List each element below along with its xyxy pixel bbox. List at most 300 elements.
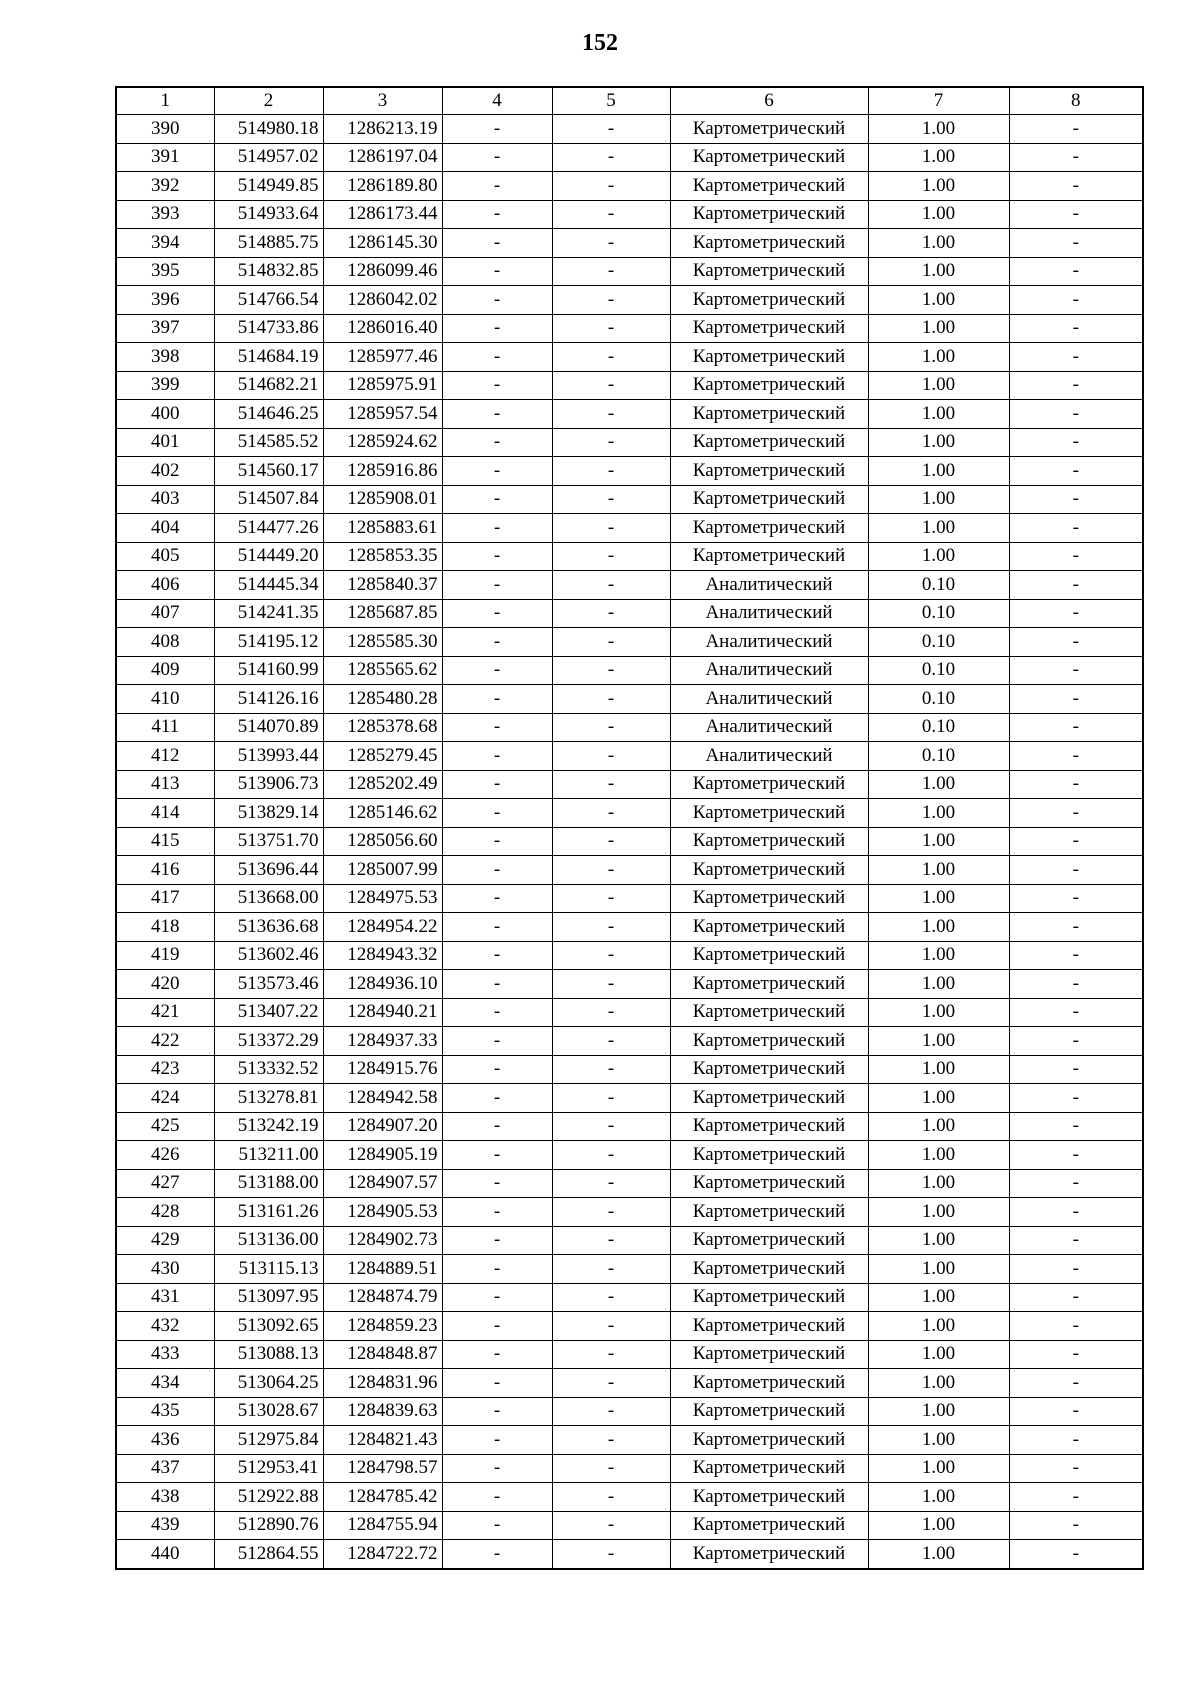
table-cell-col-5: - (552, 599, 670, 628)
table-cell-col-1: 428 (116, 1198, 214, 1227)
table-cell-col-3: 1285480.28 (323, 685, 442, 714)
table-cell-col-2: 514477.26 (214, 514, 323, 543)
table-cell-col-7: 1.00 (868, 856, 1009, 885)
table-cell-col-7: 0.10 (868, 742, 1009, 771)
table-cell-col-1: 433 (116, 1340, 214, 1369)
table-cell-col-1: 434 (116, 1369, 214, 1398)
table-cell-col-1: 424 (116, 1084, 214, 1113)
table-cell-col-4: - (442, 1283, 552, 1312)
table-cell-col-2: 514160.99 (214, 656, 323, 685)
table-row (116, 457, 1143, 486)
table-cell-col-3: 1286099.46 (323, 257, 442, 286)
table-cell-col-3: 1284940.21 (323, 998, 442, 1027)
table-cell-col-1: 422 (116, 1027, 214, 1056)
table-cell-col-6: Картометрический (670, 371, 868, 400)
table-row (116, 1511, 1143, 1540)
table-cell-col-2: 514682.21 (214, 371, 323, 400)
table-cell-col-8: - (1009, 913, 1143, 942)
table-cell-col-6: Картометрический (670, 1255, 868, 1284)
table-cell-col-5: - (552, 913, 670, 942)
table-cell-col-5: - (552, 143, 670, 172)
table-cell-col-4: - (442, 1141, 552, 1170)
table-cell-col-2: 513188.00 (214, 1169, 323, 1198)
table-cell-col-4: - (442, 1397, 552, 1426)
table-cell-col-8: - (1009, 628, 1143, 657)
table-cell-col-8: - (1009, 998, 1143, 1027)
table-cell-col-3: 1285279.45 (323, 742, 442, 771)
table-cell-col-7: 1.00 (868, 143, 1009, 172)
table-cell-col-2: 513161.26 (214, 1198, 323, 1227)
table-cell-col-8: - (1009, 200, 1143, 229)
table-cell-col-6: Картометрический (670, 257, 868, 286)
table-cell-col-3: 1285056.60 (323, 827, 442, 856)
table-cell-col-6: Картометрический (670, 115, 868, 144)
table-cell-col-2: 512922.88 (214, 1483, 323, 1512)
table-cell-col-5: - (552, 827, 670, 856)
column-header-2: 2 (214, 87, 323, 115)
table-row (116, 799, 1143, 828)
table-cell-col-5: - (552, 1340, 670, 1369)
table-row (116, 1084, 1143, 1113)
table-cell-col-2: 514933.64 (214, 200, 323, 229)
table-cell-col-1: 405 (116, 542, 214, 571)
table-cell-col-4: - (442, 115, 552, 144)
table-cell-col-7: 1.00 (868, 1483, 1009, 1512)
table-cell-col-2: 514949.85 (214, 172, 323, 201)
table-cell-col-1: 390 (116, 115, 214, 144)
table-cell-col-2: 513092.65 (214, 1312, 323, 1341)
table-cell-col-2: 513097.95 (214, 1283, 323, 1312)
table-cell-col-4: - (442, 485, 552, 514)
table-cell-col-7: 1.00 (868, 1454, 1009, 1483)
table-cell-col-8: - (1009, 257, 1143, 286)
table-cell-col-7: 1.00 (868, 371, 1009, 400)
table-cell-col-7: 1.00 (868, 1340, 1009, 1369)
table-cell-col-8: - (1009, 229, 1143, 258)
table-cell-col-4: - (442, 827, 552, 856)
table-cell-col-2: 514241.35 (214, 599, 323, 628)
table-row (116, 1255, 1143, 1284)
table-cell-col-2: 514449.20 (214, 542, 323, 571)
table-cell-col-7: 1.00 (868, 343, 1009, 372)
table-cell-col-3: 1284907.57 (323, 1169, 442, 1198)
table-cell-col-8: - (1009, 742, 1143, 771)
table-cell-col-8: - (1009, 884, 1143, 913)
table-cell-col-4: - (442, 1511, 552, 1540)
table-cell-col-1: 426 (116, 1141, 214, 1170)
table-cell-col-1: 393 (116, 200, 214, 229)
table-cell-col-3: 1284755.94 (323, 1511, 442, 1540)
table-cell-col-7: 1.00 (868, 400, 1009, 429)
table-cell-col-6: Картометрический (670, 1226, 868, 1255)
table-cell-col-4: - (442, 343, 552, 372)
table-cell-col-6: Картометрический (670, 200, 868, 229)
table-cell-col-1: 404 (116, 514, 214, 543)
table-cell-col-1: 409 (116, 656, 214, 685)
table-cell-col-3: 1284859.23 (323, 1312, 442, 1341)
table-cell-col-3: 1285977.46 (323, 343, 442, 372)
table-cell-col-3: 1284798.57 (323, 1454, 442, 1483)
table-cell-col-7: 1.00 (868, 1169, 1009, 1198)
table-cell-col-5: - (552, 229, 670, 258)
table-cell-col-2: 512975.84 (214, 1426, 323, 1455)
table-cell-col-3: 1284905.53 (323, 1198, 442, 1227)
table-cell-col-3: 1284722.72 (323, 1540, 442, 1569)
table-cell-col-7: 1.00 (868, 457, 1009, 486)
table-cell-col-3: 1284905.19 (323, 1141, 442, 1170)
table-cell-col-7: 1.00 (868, 1084, 1009, 1113)
table-cell-col-5: - (552, 1397, 670, 1426)
table-cell-col-7: 1.00 (868, 314, 1009, 343)
table-cell-col-6: Картометрический (670, 229, 868, 258)
table-row (116, 856, 1143, 885)
table-cell-col-8: - (1009, 571, 1143, 600)
table-cell-col-3: 1285924.62 (323, 428, 442, 457)
table-cell-col-1: 431 (116, 1283, 214, 1312)
table-cell-col-3: 1284848.87 (323, 1340, 442, 1369)
table-cell-col-8: - (1009, 1027, 1143, 1056)
table-cell-col-5: - (552, 428, 670, 457)
table-cell-col-3: 1284889.51 (323, 1255, 442, 1284)
table-row (116, 1397, 1143, 1426)
table-cell-col-6: Картометрический (670, 172, 868, 201)
table-cell-col-5: - (552, 799, 670, 828)
table-cell-col-6: Аналитический (670, 571, 868, 600)
table-cell-col-2: 512890.76 (214, 1511, 323, 1540)
table-cell-col-5: - (552, 1255, 670, 1284)
table-cell-col-4: - (442, 314, 552, 343)
table-cell-col-1: 440 (116, 1540, 214, 1569)
table-cell-col-8: - (1009, 685, 1143, 714)
table-row (116, 1426, 1143, 1455)
table-cell-col-2: 514070.89 (214, 713, 323, 742)
table-cell-col-6: Картометрический (670, 1312, 868, 1341)
table-cell-col-3: 1284937.33 (323, 1027, 442, 1056)
table-row (116, 371, 1143, 400)
table-row (116, 884, 1143, 913)
table-cell-col-7: 1.00 (868, 1027, 1009, 1056)
table-cell-col-2: 513573.46 (214, 970, 323, 999)
table-cell-col-5: - (552, 884, 670, 913)
table-cell-col-5: - (552, 1511, 670, 1540)
table-cell-col-4: - (442, 799, 552, 828)
table-cell-col-4: - (442, 1198, 552, 1227)
table-cell-col-3: 1286213.19 (323, 115, 442, 144)
table-cell-col-6: Картометрический (670, 913, 868, 942)
table-cell-col-2: 513668.00 (214, 884, 323, 913)
table-cell-col-7: 1.00 (868, 884, 1009, 913)
table-cell-col-5: - (552, 172, 670, 201)
table-cell-col-4: - (442, 713, 552, 742)
table-row (116, 1112, 1143, 1141)
table-cell-col-6: Картометрический (670, 428, 868, 457)
table-row (116, 1540, 1143, 1569)
table-cell-col-8: - (1009, 1483, 1143, 1512)
table-row (116, 1198, 1143, 1227)
table-cell-col-8: - (1009, 1283, 1143, 1312)
table-cell-col-2: 513242.19 (214, 1112, 323, 1141)
table-cell-col-6: Картометрический (670, 970, 868, 999)
table-cell-col-6: Картометрический (670, 542, 868, 571)
table-cell-col-7: 0.10 (868, 628, 1009, 657)
table-cell-col-8: - (1009, 400, 1143, 429)
table-row (116, 685, 1143, 714)
table-row (116, 400, 1143, 429)
table-row (116, 172, 1143, 201)
table-cell-col-6: Картометрический (670, 457, 868, 486)
table-cell-col-4: - (442, 571, 552, 600)
table-cell-col-4: - (442, 1112, 552, 1141)
table-cell-col-6: Картометрический (670, 485, 868, 514)
table-cell-col-3: 1285378.68 (323, 713, 442, 742)
table-cell-col-7: 1.00 (868, 827, 1009, 856)
table-cell-col-8: - (1009, 1055, 1143, 1084)
table-cell-col-7: 0.10 (868, 656, 1009, 685)
table-cell-col-2: 512864.55 (214, 1540, 323, 1569)
table-cell-col-4: - (442, 1027, 552, 1056)
table-cell-col-2: 514126.16 (214, 685, 323, 714)
table-cell-col-1: 423 (116, 1055, 214, 1084)
table-cell-col-3: 1285957.54 (323, 400, 442, 429)
table-cell-col-5: - (552, 713, 670, 742)
table-cell-col-6: Картометрический (670, 941, 868, 970)
table-cell-col-1: 427 (116, 1169, 214, 1198)
table-cell-col-8: - (1009, 1511, 1143, 1540)
table-cell-col-1: 417 (116, 884, 214, 913)
table-cell-col-3: 1285007.99 (323, 856, 442, 885)
table-cell-col-5: - (552, 115, 670, 144)
table-cell-col-3: 1285916.86 (323, 457, 442, 486)
table-cell-col-4: - (442, 1340, 552, 1369)
table-cell-col-2: 513602.46 (214, 941, 323, 970)
table-cell-col-4: - (442, 457, 552, 486)
table-cell-col-3: 1284907.20 (323, 1112, 442, 1141)
table-cell-col-8: - (1009, 713, 1143, 742)
table-cell-col-3: 1284954.22 (323, 913, 442, 942)
table-cell-col-2: 514684.19 (214, 343, 323, 372)
table-cell-col-6: Картометрический (670, 856, 868, 885)
table-cell-col-5: - (552, 1312, 670, 1341)
table-cell-col-6: Картометрический (670, 1141, 868, 1170)
table-cell-col-3: 1285146.62 (323, 799, 442, 828)
table-cell-col-1: 438 (116, 1483, 214, 1512)
table-cell-col-3: 1286189.80 (323, 172, 442, 201)
table-cell-col-8: - (1009, 457, 1143, 486)
table-cell-col-3: 1285202.49 (323, 770, 442, 799)
table-cell-col-5: - (552, 970, 670, 999)
table-cell-col-8: - (1009, 1426, 1143, 1455)
table-row (116, 1340, 1143, 1369)
table-cell-col-1: 391 (116, 143, 214, 172)
table-cell-col-6: Картометрический (670, 1283, 868, 1312)
table-cell-col-5: - (552, 1112, 670, 1141)
table-cell-col-5: - (552, 1483, 670, 1512)
table-cell-col-4: - (442, 428, 552, 457)
table-cell-col-7: 1.00 (868, 1226, 1009, 1255)
table-cell-col-4: - (442, 229, 552, 258)
table-cell-col-4: - (442, 770, 552, 799)
table-cell-col-8: - (1009, 1198, 1143, 1227)
table-cell-col-4: - (442, 200, 552, 229)
table-cell-col-6: Картометрический (670, 1426, 868, 1455)
table-cell-col-1: 430 (116, 1255, 214, 1284)
column-header-5: 5 (552, 87, 670, 115)
table-cell-col-8: - (1009, 1255, 1143, 1284)
table-cell-col-3: 1284902.73 (323, 1226, 442, 1255)
table-cell-col-4: - (442, 1055, 552, 1084)
table-cell-col-2: 513636.68 (214, 913, 323, 942)
table-cell-col-1: 406 (116, 571, 214, 600)
table-row (116, 742, 1143, 771)
table-cell-col-1: 419 (116, 941, 214, 970)
table-cell-col-3: 1284874.79 (323, 1283, 442, 1312)
table-cell-col-7: 1.00 (868, 115, 1009, 144)
table-cell-col-5: - (552, 200, 670, 229)
table-cell-col-8: - (1009, 1340, 1143, 1369)
table-cell-col-5: - (552, 742, 670, 771)
table-cell-col-4: - (442, 143, 552, 172)
table-row (116, 770, 1143, 799)
column-header-1: 1 (116, 87, 214, 115)
table-cell-col-1: 399 (116, 371, 214, 400)
table-cell-col-2: 514445.34 (214, 571, 323, 600)
table-cell-col-1: 407 (116, 599, 214, 628)
table-cell-col-3: 1284821.43 (323, 1426, 442, 1455)
table-row (116, 571, 1143, 600)
table-row (116, 1369, 1143, 1398)
table-cell-col-2: 513028.67 (214, 1397, 323, 1426)
table-cell-col-6: Картометрический (670, 884, 868, 913)
table-cell-col-1: 401 (116, 428, 214, 457)
table-cell-col-2: 513278.81 (214, 1084, 323, 1113)
table-cell-col-4: - (442, 913, 552, 942)
table-cell-col-1: 421 (116, 998, 214, 1027)
table-cell-col-1: 435 (116, 1397, 214, 1426)
table-cell-col-7: 1.00 (868, 1540, 1009, 1569)
table-cell-col-4: - (442, 514, 552, 543)
table-cell-col-4: - (442, 1169, 552, 1198)
table-cell-col-2: 514766.54 (214, 286, 323, 315)
table-cell-col-6: Картометрический (670, 1027, 868, 1056)
table-cell-col-1: 416 (116, 856, 214, 885)
table-cell-col-5: - (552, 1084, 670, 1113)
table-cell-col-4: - (442, 998, 552, 1027)
table-cell-col-3: 1284915.76 (323, 1055, 442, 1084)
table-cell-col-8: - (1009, 1312, 1143, 1341)
table-cell-col-6: Картометрический (670, 1112, 868, 1141)
table-cell-col-4: - (442, 856, 552, 885)
table-cell-col-6: Аналитический (670, 742, 868, 771)
table-cell-col-1: 397 (116, 314, 214, 343)
table-cell-col-6: Картометрический (670, 827, 868, 856)
table-row (116, 1169, 1143, 1198)
table-cell-col-6: Аналитический (670, 685, 868, 714)
table-cell-col-3: 1285908.01 (323, 485, 442, 514)
table-cell-col-5: - (552, 1169, 670, 1198)
table-row (116, 1055, 1143, 1084)
table-cell-col-3: 1284936.10 (323, 970, 442, 999)
table-cell-col-8: - (1009, 970, 1143, 999)
table-cell-col-5: - (552, 571, 670, 600)
table-cell-col-6: Картометрический (670, 1084, 868, 1113)
table-cell-col-5: - (552, 1226, 670, 1255)
table-cell-col-2: 514980.18 (214, 115, 323, 144)
table-cell-col-4: - (442, 1369, 552, 1398)
table-cell-col-7: 1.00 (868, 998, 1009, 1027)
table-cell-col-2: 514585.52 (214, 428, 323, 457)
table-row (116, 542, 1143, 571)
table-cell-col-2: 513751.70 (214, 827, 323, 856)
table-cell-col-2: 513332.52 (214, 1055, 323, 1084)
table-cell-col-1: 425 (116, 1112, 214, 1141)
table-cell-col-1: 414 (116, 799, 214, 828)
table-cell-col-8: - (1009, 827, 1143, 856)
table-cell-col-8: - (1009, 1169, 1143, 1198)
table-cell-col-4: - (442, 1255, 552, 1284)
table-row (116, 514, 1143, 543)
table-cell-col-3: 1285585.30 (323, 628, 442, 657)
table-cell-col-3: 1285883.61 (323, 514, 442, 543)
table-cell-col-4: - (442, 1454, 552, 1483)
column-header-8: 8 (1009, 87, 1143, 115)
table-cell-col-7: 1.00 (868, 1283, 1009, 1312)
table-cell-col-7: 1.00 (868, 1055, 1009, 1084)
table-cell-col-7: 1.00 (868, 514, 1009, 543)
table-cell-col-2: 513115.13 (214, 1255, 323, 1284)
table-cell-col-4: - (442, 371, 552, 400)
table-cell-col-6: Картометрический (670, 1511, 868, 1540)
table-row (116, 1283, 1143, 1312)
table-cell-col-5: - (552, 1426, 670, 1455)
table-cell-col-4: - (442, 1426, 552, 1455)
table-cell-col-8: - (1009, 286, 1143, 315)
table-cell-col-7: 0.10 (868, 685, 1009, 714)
table-cell-col-8: - (1009, 599, 1143, 628)
table-cell-col-2: 513906.73 (214, 770, 323, 799)
table-cell-col-1: 398 (116, 343, 214, 372)
table-cell-col-6: Аналитический (670, 628, 868, 657)
table-cell-col-7: 1.00 (868, 428, 1009, 457)
table-cell-col-3: 1286173.44 (323, 200, 442, 229)
table-cell-col-2: 514646.25 (214, 400, 323, 429)
table-row (116, 998, 1143, 1027)
table-cell-col-5: - (552, 286, 670, 315)
table-cell-col-6: Картометрический (670, 1483, 868, 1512)
table-cell-col-7: 1.00 (868, 286, 1009, 315)
table-cell-col-1: 392 (116, 172, 214, 201)
table-cell-col-7: 1.00 (868, 799, 1009, 828)
table-cell-col-8: - (1009, 172, 1143, 201)
table-cell-col-6: Аналитический (670, 599, 868, 628)
table-cell-col-5: - (552, 1283, 670, 1312)
table-cell-col-6: Картометрический (670, 1397, 868, 1426)
table-cell-col-3: 1285840.37 (323, 571, 442, 600)
table-cell-col-5: - (552, 1141, 670, 1170)
table-row (116, 1141, 1143, 1170)
table-cell-col-4: - (442, 599, 552, 628)
table-cell-col-6: Картометрический (670, 1055, 868, 1084)
table-cell-col-8: - (1009, 1540, 1143, 1569)
table-cell-col-6: Картометрический (670, 770, 868, 799)
table-cell-col-7: 1.00 (868, 941, 1009, 970)
table-cell-col-3: 1286145.30 (323, 229, 442, 258)
table-cell-col-7: 1.00 (868, 1112, 1009, 1141)
table-cell-col-4: - (442, 1226, 552, 1255)
table-cell-col-6: Картометрический (670, 343, 868, 372)
table-cell-col-7: 1.00 (868, 913, 1009, 942)
table-cell-col-5: - (552, 941, 670, 970)
table-cell-col-7: 1.00 (868, 1426, 1009, 1455)
